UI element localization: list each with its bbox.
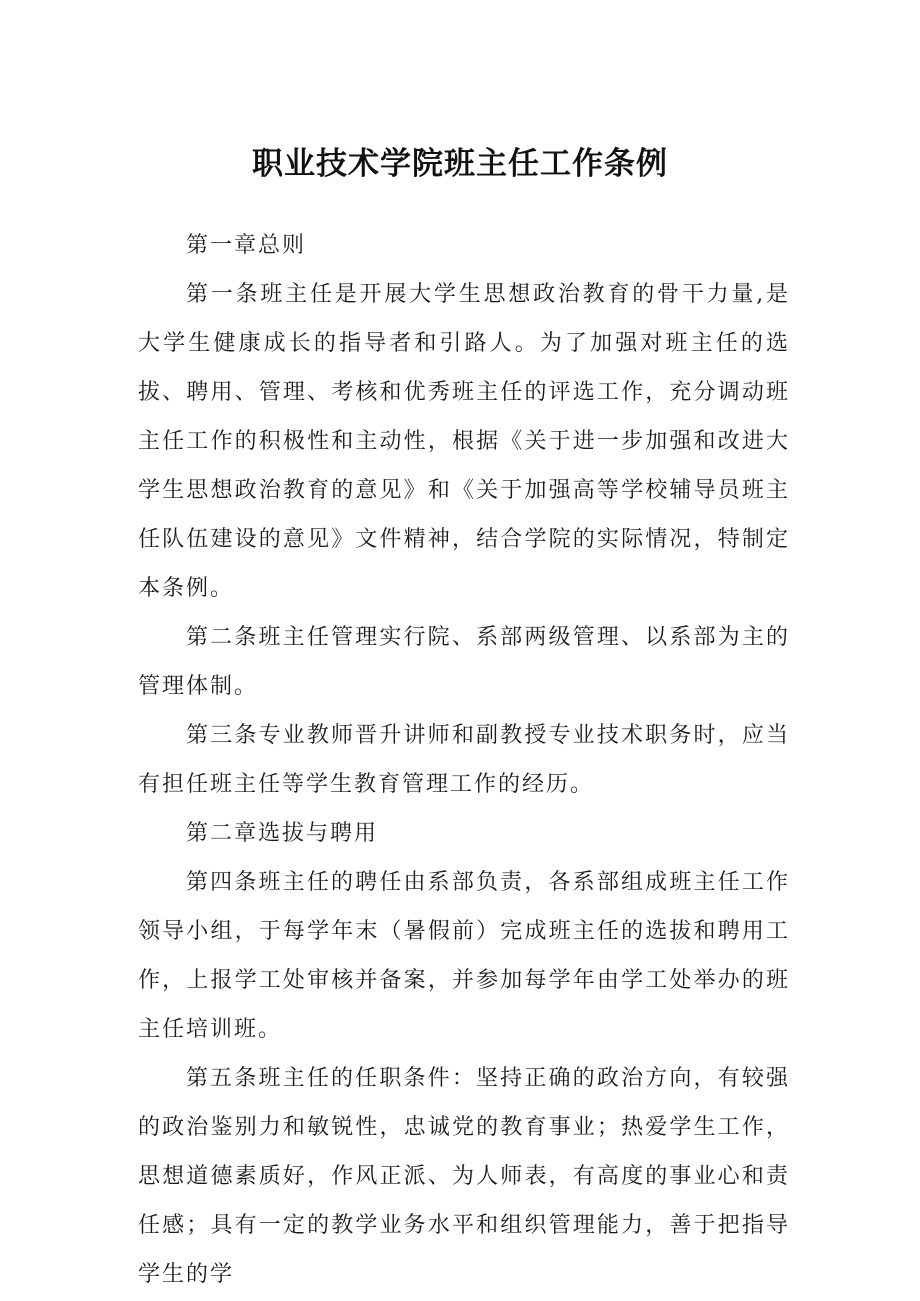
document-body — [138, 221, 790, 1299]
document-title: 职业技术学院班主任工作条例 — [252, 146, 668, 182]
article-paragraph: 第五条班主任的任职条件：坚持正确的政治方向，有较强的政治鉴别力和敏锐性，忠诚党的教育事业；热爱学生工作，思想道德素质好，作风正派、为人师表，有高度的事业心和责任感；具有一定的教学业务水平和组织管理能力，善于把指导学生的学 — [138, 1066, 790, 1287]
article-paragraph: 第一条班主任是开展大学生思想政治教育的骨干力量,是大学生健康成长的指导者和引路人。为了加强对班主任的选拔、聘用、管理、考核和优秀班主任的评选工作，充分调动班主任工作的积极性和主动性，根据《关于进一步加强和改进大学生思想政治教育的意见》和《关于加强高等学校辅导员班主任队伍建设的意见》文件精神，结合学院的实际情况，特制定本条例。 — [138, 282, 790, 601]
article-paragraph: 第四条班主任的聘任由系部负责，各系部组成班主任工作领导小组，于每学年末（暑假前）完成班主任的选拔和聘用工作，上报学工处审核并备案，并参加每学年由学工处举办的班主任培训班。 — [138, 870, 790, 1042]
chapter-heading: 第一章总则 — [186, 233, 307, 258]
article-paragraph: 第二条班主任管理实行院、系部两级管理、以系部为主的管理体制。 — [138, 625, 790, 699]
chapter-heading: 第二章选拔与聘用 — [186, 821, 379, 846]
article-paragraph: 第三条专业教师晋升讲师和副教授专业技术职务时，应当有担任班主任等学生教育管理工作的经历。 — [138, 723, 790, 797]
